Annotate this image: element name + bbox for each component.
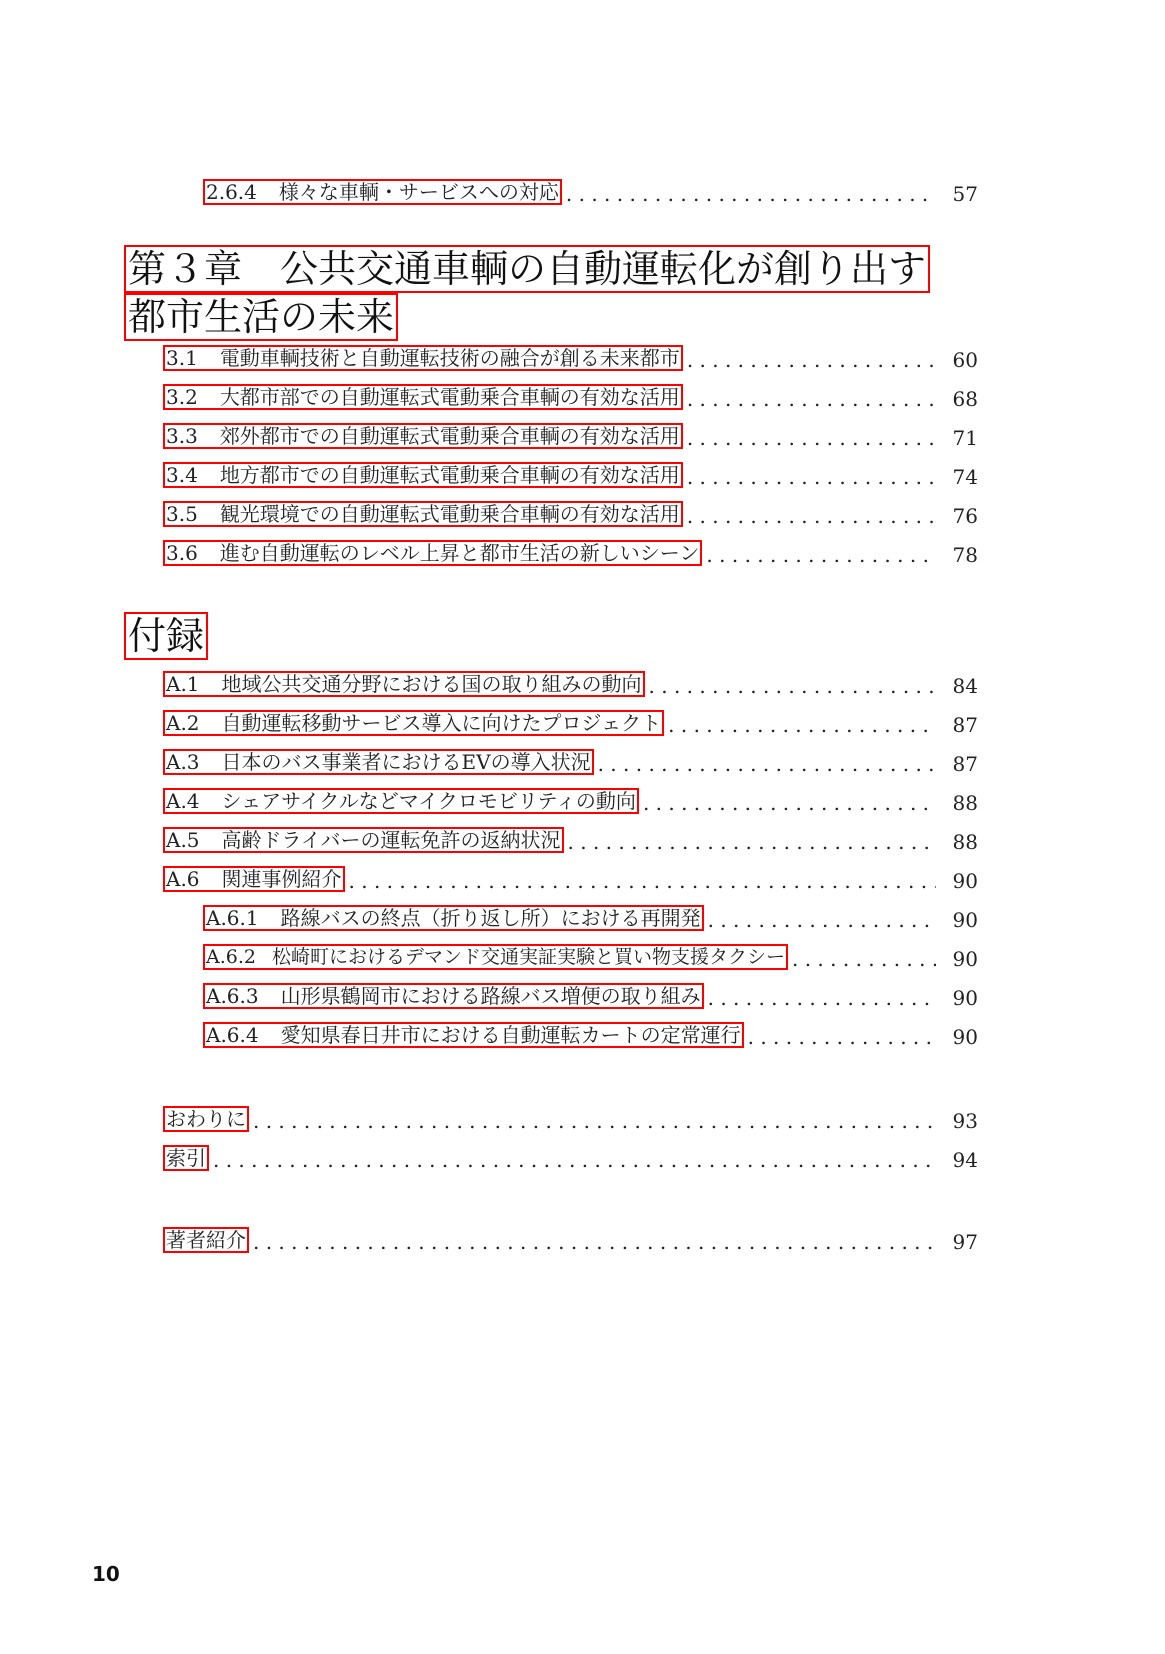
toc-entry[interactable] [163, 341, 978, 371]
page-number: 93 [952, 1109, 978, 1133]
chapter-title-line-1: 第３章 公共交通車輌の自動運転化が創り出す [124, 245, 930, 293]
toc-entry-label [163, 749, 594, 775]
page-number: 90 [952, 986, 978, 1010]
dot-leader [792, 948, 936, 970]
page-number: 90 [952, 908, 978, 932]
toc-subentry[interactable] [203, 901, 978, 931]
dot-leader [649, 675, 936, 697]
toc-entry-label [163, 345, 683, 371]
entry-title: 山形県鶴岡市における路線バス増便の取り組み [280, 984, 701, 1008]
page-number: 88 [952, 830, 978, 854]
dot-leader [687, 349, 936, 371]
entry-title: 電動車輌技術と自動運転技術の融合が創る未来都市 [219, 346, 680, 370]
toc-entry-label: 著者紹介 [163, 1227, 249, 1253]
toc-entry[interactable] [163, 667, 978, 697]
page-number: 94 [952, 1148, 978, 1172]
dot-leader [566, 183, 936, 205]
dot-leader [349, 870, 936, 892]
page-number: 68 [952, 387, 978, 411]
toc-entry[interactable] [163, 536, 978, 566]
dot-leader [643, 792, 936, 814]
entry-title: 愛知県春日井市における自動運転カートの定常運行 [280, 1023, 741, 1047]
toc-entry[interactable] [163, 419, 978, 449]
entry-number: 3.5 [166, 502, 198, 526]
entry-number: A.6.2 [206, 946, 256, 968]
entry-title: 地方都市での自動運転式電動乗合車輌の有効な活用 [219, 463, 680, 487]
page-number: 90 [952, 869, 978, 893]
toc-entry-label [163, 671, 645, 697]
entry-number: 2.6.4 [206, 180, 257, 204]
entry-title: 自動運転移動サービス導入に向けたプロジェクト [221, 711, 662, 735]
toc-entry[interactable] [163, 784, 978, 814]
page-number: 71 [952, 426, 978, 450]
page-number: 76 [952, 504, 978, 528]
dot-leader [668, 714, 936, 736]
entry-title: 日本のバス事業者におけるEVの導入状況 [221, 750, 591, 774]
toc-entry[interactable] [163, 497, 978, 527]
toc-entry-label [163, 501, 683, 527]
entry-number: A.6 [166, 867, 200, 891]
entry-title: 地域公共交通分野における国の取り組みの動向 [221, 672, 642, 696]
page-number: 84 [952, 674, 978, 698]
page-number: 88 [952, 791, 978, 815]
toc-entry-label [203, 905, 704, 931]
toc-entry-label [163, 710, 664, 736]
page-number: 87 [952, 713, 978, 737]
entry-title: 大都市部での自動運転式電動乗合車輌の有効な活用 [219, 385, 680, 409]
entry-number: A.2 [166, 711, 200, 735]
entry-number: 3.6 [166, 541, 198, 565]
entry-number: A.6.1 [206, 906, 259, 930]
page-number: 78 [952, 543, 978, 567]
dot-leader [687, 466, 936, 488]
entry-number: A.3 [166, 750, 200, 774]
toc-entry-label [203, 179, 562, 205]
entry-number: A.4 [166, 789, 200, 813]
entry-number: A.5 [166, 828, 200, 852]
toc-entry-label [203, 983, 704, 1009]
toc-entry[interactable] [203, 175, 978, 205]
dot-leader [687, 427, 936, 449]
page-number: 90 [952, 1025, 978, 1049]
entry-title: 路線バスの終点（折り返し所）における再開発 [280, 906, 701, 930]
toc-entry[interactable] [163, 823, 978, 853]
toc-entry[interactable] [163, 706, 978, 736]
toc-entry-label [163, 462, 683, 488]
chapter-heading[interactable] [124, 245, 930, 341]
dot-leader [253, 1110, 936, 1132]
entry-title: 関連事例紹介 [221, 867, 342, 891]
entry-title: シェアサイクルなどマイクロモビリティの動向 [221, 789, 636, 813]
page-number: 57 [952, 182, 978, 206]
dot-leader [687, 388, 936, 410]
appendix-heading[interactable]: 付録 [124, 612, 208, 660]
page-number: 97 [952, 1230, 978, 1254]
entry-number: A.6.3 [206, 984, 259, 1008]
dot-leader [598, 753, 936, 775]
entry-number: 3.3 [166, 424, 198, 448]
toc-entry-authors[interactable] [163, 1223, 978, 1253]
dot-leader [748, 1026, 936, 1048]
dot-leader [708, 987, 936, 1009]
toc-entry-label [163, 827, 564, 853]
toc-entry-label: おわりに [163, 1106, 249, 1132]
dot-leader [708, 909, 936, 931]
entry-title: 松崎町におけるデマンド交通実証実験と買い物支援タクシー [271, 946, 785, 968]
entry-number: A.1 [166, 672, 200, 696]
page-number: 74 [952, 465, 978, 489]
toc-entry-label [203, 944, 788, 970]
page-folio: 10 [92, 1562, 120, 1586]
entry-title: 様々な車輌・サービスへの対応 [278, 180, 559, 204]
entry-title: 郊外都市での自動運転式電動乗合車輌の有効な活用 [219, 424, 680, 448]
entry-number: 3.4 [166, 463, 198, 487]
dot-leader [687, 505, 936, 527]
page-number: 87 [952, 752, 978, 776]
toc-entry[interactable] [163, 745, 978, 775]
page-number: 60 [952, 348, 978, 372]
toc-entry-index[interactable] [163, 1141, 978, 1171]
toc-entry-label [203, 1022, 744, 1048]
chapter-title-line-2: 都市生活の未来 [124, 293, 398, 341]
toc-entry-label [163, 866, 345, 892]
toc-subentry[interactable] [203, 940, 978, 970]
entry-title: 高齢ドライバーの運転免許の返納状況 [221, 828, 561, 852]
dot-leader [253, 1231, 936, 1253]
dot-leader [568, 831, 936, 853]
toc-subentry[interactable] [203, 979, 978, 1009]
toc-entry-afterword[interactable] [163, 1102, 978, 1132]
toc-entry[interactable] [163, 458, 978, 488]
toc-entry-label [163, 788, 639, 814]
toc-entry-label: 索引 [163, 1145, 209, 1171]
dot-leader [706, 544, 936, 566]
page-number: 90 [952, 947, 978, 971]
toc-entry-label [163, 540, 702, 566]
entry-number: 3.2 [166, 385, 198, 409]
toc-entry-label [163, 384, 683, 410]
entry-number: A.6.4 [206, 1023, 259, 1047]
toc-entry[interactable] [163, 862, 978, 892]
dot-leader [213, 1149, 936, 1171]
entry-title: 進む自動運転のレベル上昇と都市生活の新しいシーン [219, 541, 700, 565]
entry-title: 観光環境での自動運転式電動乗合車輌の有効な活用 [219, 502, 680, 526]
toc-entry[interactable] [163, 380, 978, 410]
entry-number: 3.1 [166, 346, 198, 370]
toc-subentry[interactable] [203, 1018, 978, 1048]
toc-entry-label [163, 423, 683, 449]
